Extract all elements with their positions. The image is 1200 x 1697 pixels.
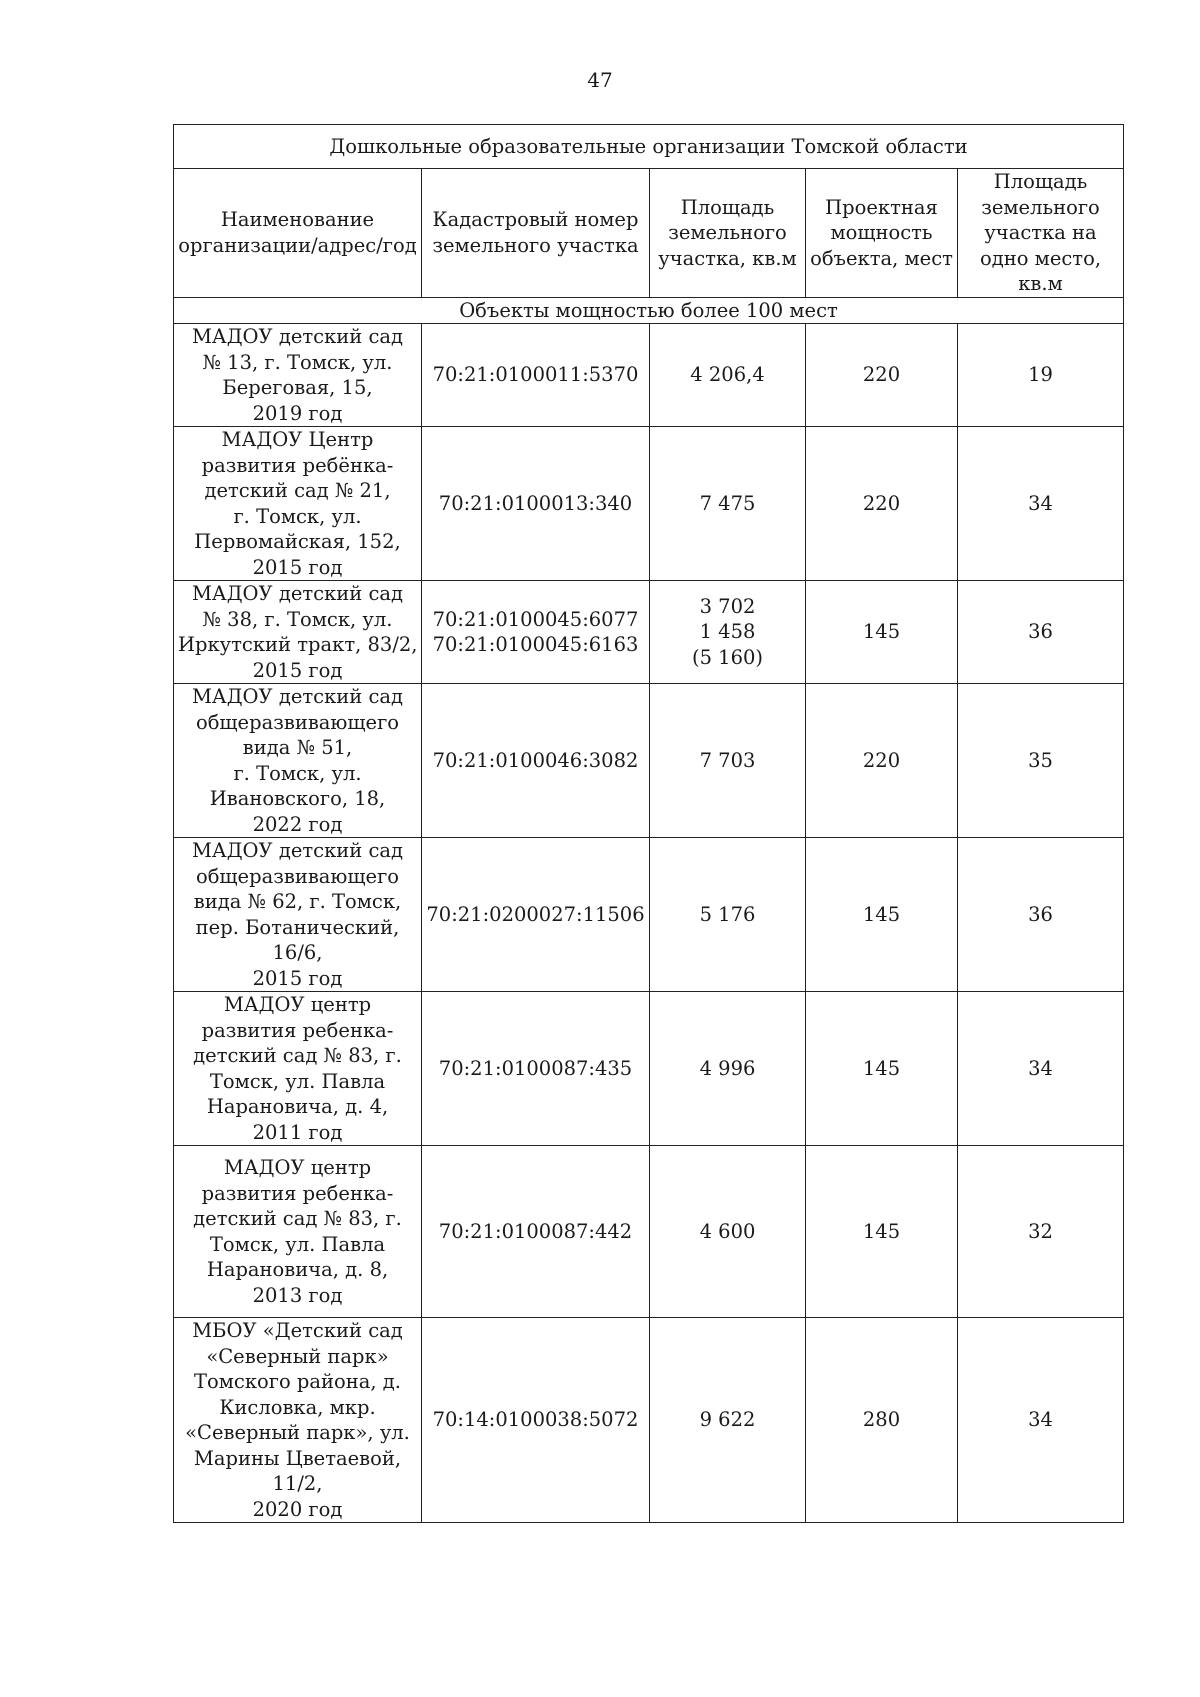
text-line: развития ребёнка- <box>201 453 394 477</box>
organization-cell <box>174 684 422 838</box>
area-cell <box>650 838 806 992</box>
text-line: «Северный парк», ул. <box>185 1421 410 1444</box>
text-line: Нарановича, д. 4, <box>206 1095 389 1118</box>
organization-cell-text <box>178 581 417 683</box>
area-cell-text <box>654 491 801 517</box>
cadastral-cell-text <box>426 1056 645 1082</box>
text-line: 70:21:0100087:442 <box>438 1219 633 1243</box>
text-line: общеразвивающего <box>195 864 400 888</box>
text-line: 70:21:0100046:3082 <box>432 748 639 772</box>
cadastral-cell <box>422 838 650 992</box>
per-place-cell <box>958 581 1124 684</box>
text-line: 2015 год <box>252 555 343 579</box>
text-line: 70:21:0200027:11506 <box>426 902 645 926</box>
organization-cell <box>174 838 422 992</box>
text-line: 34 <box>1028 491 1053 515</box>
text-line: МАДОУ центр <box>223 1156 372 1179</box>
organization-cell-text <box>178 992 417 1145</box>
text-line: участка на <box>984 221 1097 244</box>
text-line: № 13, г. Томск, ул. <box>202 350 393 374</box>
organization-cell <box>174 324 422 427</box>
area-cell <box>650 1146 806 1318</box>
text-line: МАДОУ детский сад <box>191 685 404 708</box>
area-cell <box>650 581 806 684</box>
table-body <box>174 125 1124 1523</box>
text-line: г. Томск, ул. <box>233 761 362 785</box>
page-number: 47 <box>587 68 613 92</box>
area-cell-text <box>654 748 801 774</box>
cadastral-cell-text <box>426 902 645 928</box>
table-title-row <box>174 125 1124 169</box>
area-cell <box>650 992 806 1146</box>
organization-cell <box>174 427 422 581</box>
capacity-cell <box>806 1146 958 1318</box>
text-line: «Северный парк» <box>206 1344 389 1368</box>
capacity-cell <box>806 324 958 427</box>
text-line: 70:21:0100087:435 <box>438 1056 633 1080</box>
text-line: 5 176 <box>699 902 756 926</box>
text-line: 35 <box>1028 748 1053 772</box>
organization-cell <box>174 1146 422 1318</box>
text-line: 36 <box>1028 902 1053 926</box>
cadastral-cell-text <box>426 748 645 774</box>
text-line: МАДОУ детский сад <box>191 582 404 605</box>
text-line: МАДОУ Центр <box>221 428 374 451</box>
organization-cell-text <box>178 1155 417 1308</box>
text-line: развития ребенка- <box>201 1181 394 1205</box>
per-place-cell-text <box>962 362 1119 388</box>
section-title: Объекты мощностью более 100 мест <box>174 297 1124 324</box>
text-line: Площадь <box>993 170 1088 193</box>
text-line: организации/адрес/год <box>178 233 417 257</box>
table-row <box>174 581 1124 684</box>
per-place-cell-text <box>962 902 1119 928</box>
text-line: 3 702 <box>699 594 756 618</box>
organization-cell <box>174 581 422 684</box>
capacity-cell-text <box>810 1407 953 1433</box>
area-cell-text <box>654 594 801 671</box>
header-area <box>650 169 806 298</box>
text-line: 220 <box>862 748 901 772</box>
text-line: 280 <box>862 1408 901 1432</box>
text-line: 2020 год <box>252 1497 343 1521</box>
text-line: общеразвивающего <box>195 710 400 734</box>
capacity-cell-text <box>810 362 953 388</box>
table-row <box>174 427 1124 581</box>
text-line: объекта, мест <box>810 246 953 270</box>
text-line: Кисловка, мкр. <box>219 1395 376 1419</box>
text-line: детский сад № 83, г. <box>193 1207 402 1230</box>
cadastral-cell-text <box>426 362 645 388</box>
text-line: Проектная <box>825 195 938 219</box>
cadastral-cell-text <box>426 1219 645 1245</box>
organization-cell <box>174 992 422 1146</box>
cadastral-cell <box>422 581 650 684</box>
text-line: 70:21:0100011:5370 <box>432 363 639 387</box>
text-line: 2013 год <box>252 1283 343 1307</box>
per-place-cell-text <box>962 491 1119 517</box>
area-cell <box>650 324 806 427</box>
text-line: 2019 год <box>252 401 343 425</box>
text-line: 11/2, <box>272 1472 323 1495</box>
area-cell <box>650 427 806 581</box>
text-line: 34 <box>1028 1056 1053 1080</box>
per-place-cell <box>958 1318 1124 1523</box>
text-line: 2015 год <box>252 658 343 682</box>
text-line: 4 600 <box>699 1219 756 1243</box>
area-cell-text <box>654 1056 801 1082</box>
table-row <box>174 838 1124 992</box>
capacity-cell <box>806 838 958 992</box>
capacity-cell-text <box>810 902 953 928</box>
text-line: 19 <box>1028 363 1053 387</box>
table-row <box>174 992 1124 1146</box>
text-line: Ивановского, 18, <box>209 787 386 810</box>
text-line: 4 206,4 <box>690 363 765 387</box>
per-place-cell-text <box>962 1407 1119 1433</box>
area-cell-text <box>654 362 801 388</box>
text-line: 2015 год <box>252 966 343 990</box>
text-line: Томск, ул. Павла <box>209 1069 386 1093</box>
text-line: МАДОУ детский сад <box>191 325 404 348</box>
per-place-cell <box>958 324 1124 427</box>
text-line: (5 160) <box>691 645 764 669</box>
capacity-cell-text <box>810 619 953 645</box>
text-line: 7 703 <box>699 748 756 772</box>
text-line: кв.м <box>1018 272 1063 295</box>
text-line: детский сад № 21, <box>204 479 391 502</box>
text-line: № 38, г. Томск, ул. <box>202 607 393 631</box>
text-line: г. Томск, ул. <box>233 504 362 528</box>
cadastral-cell <box>422 427 650 581</box>
table-row <box>174 324 1124 427</box>
text-line: 7 475 <box>699 491 756 515</box>
organization-cell-text <box>178 427 417 580</box>
text-line: МАДОУ детский сад <box>191 839 404 862</box>
capacity-cell <box>806 1318 958 1523</box>
text-line: Иркутский тракт, 83/2, <box>178 633 418 656</box>
capacity-cell-text <box>810 1219 953 1245</box>
text-line: одно место, <box>979 246 1102 270</box>
cadastral-cell <box>422 1318 650 1523</box>
text-line: 16/6, <box>272 941 323 964</box>
capacity-cell <box>806 427 958 581</box>
text-line: 145 <box>862 1219 901 1243</box>
capacity-cell-text <box>810 748 953 774</box>
header-per-place <box>958 169 1124 298</box>
table-title: Дошкольные образовательные организации Томской области <box>174 125 1124 169</box>
per-place-cell <box>958 427 1124 581</box>
area-cell <box>650 1318 806 1523</box>
table-row <box>174 1318 1124 1523</box>
organization-cell-text <box>178 838 417 991</box>
capacity-cell-text <box>810 491 953 517</box>
text-line: Площадь <box>680 195 775 219</box>
per-place-cell-text <box>962 1056 1119 1082</box>
text-line: 70:21:0100013:340 <box>438 491 633 515</box>
per-place-cell <box>958 838 1124 992</box>
text-line: Кадастровый номер <box>432 208 639 232</box>
text-line: 145 <box>862 902 901 926</box>
capacity-cell <box>806 581 958 684</box>
text-line: 145 <box>862 1056 901 1080</box>
text-line: земельного <box>981 195 1100 219</box>
text-line: пер. Ботанический, <box>195 915 400 939</box>
organization-cell <box>174 1318 422 1523</box>
text-line: детский сад № 83, г. <box>193 1044 402 1067</box>
capacity-cell <box>806 684 958 838</box>
text-line: Нарановича, д. 8, <box>206 1258 389 1281</box>
header-cadastral <box>422 169 650 298</box>
text-line: участка, кв.м <box>658 246 797 270</box>
area-cell <box>650 684 806 838</box>
per-place-cell <box>958 1146 1124 1318</box>
text-line: мощность <box>830 221 933 244</box>
text-line: вида № 51, <box>242 736 353 759</box>
text-line: 4 996 <box>699 1056 756 1080</box>
area-cell-text <box>654 1219 801 1245</box>
text-line: 32 <box>1028 1219 1053 1243</box>
text-line: Марины Цветаевой, <box>193 1446 402 1470</box>
header-name <box>174 169 422 298</box>
text-line: 36 <box>1028 620 1053 644</box>
text-line: 1 458 <box>699 620 756 644</box>
organization-cell-text <box>178 684 417 837</box>
header-capacity <box>806 169 958 298</box>
text-line: 9 622 <box>699 1408 756 1432</box>
table-row <box>174 1146 1124 1318</box>
text-line: Томского района, д. <box>194 1370 401 1393</box>
table-row <box>174 684 1124 838</box>
per-place-cell <box>958 992 1124 1146</box>
text-line: 220 <box>862 363 901 387</box>
text-line: развития ребенка- <box>201 1018 394 1042</box>
cadastral-cell-text <box>426 607 645 658</box>
text-line: вида № 62, г. Томск, <box>193 890 402 913</box>
text-line: 2022 год <box>252 812 343 836</box>
area-cell-text <box>654 1407 801 1433</box>
cadastral-cell <box>422 1146 650 1318</box>
text-line: Наименование <box>220 208 375 232</box>
section-row <box>174 297 1124 324</box>
per-place-cell-text <box>962 1219 1119 1245</box>
text-line: МАДОУ центр <box>223 993 372 1016</box>
capacity-cell-text <box>810 1056 953 1082</box>
text-line: земельного участка <box>432 233 639 257</box>
text-line: земельного <box>668 221 787 244</box>
per-place-cell-text <box>962 748 1119 774</box>
text-line: Томск, ул. Павла <box>209 1232 386 1256</box>
text-line: Первомайская, 152, <box>194 530 401 553</box>
organization-cell-text <box>178 324 417 426</box>
preschool-organizations-table <box>173 124 1124 1523</box>
text-line: 220 <box>862 491 901 515</box>
text-line: Береговая, 15, <box>222 376 373 399</box>
cadastral-cell <box>422 684 650 838</box>
text-line: МБОУ «Детский сад <box>192 1319 403 1342</box>
area-cell-text <box>654 902 801 928</box>
text-line: 145 <box>862 620 901 644</box>
cadastral-cell <box>422 992 650 1146</box>
text-line: 70:21:0100045:6163 <box>432 633 639 656</box>
capacity-cell <box>806 992 958 1146</box>
per-place-cell-text <box>962 619 1119 645</box>
table-header-row <box>174 169 1124 298</box>
text-line: 70:14:0100038:5072 <box>432 1408 639 1432</box>
text-line: 34 <box>1028 1408 1053 1432</box>
text-line: 70:21:0100045:6077 <box>432 607 639 631</box>
per-place-cell <box>958 684 1124 838</box>
cadastral-cell-text <box>426 491 645 517</box>
text-line: 2011 год <box>252 1120 343 1144</box>
cadastral-cell-text <box>426 1407 645 1433</box>
organization-cell-text <box>178 1318 417 1522</box>
cadastral-cell <box>422 324 650 427</box>
